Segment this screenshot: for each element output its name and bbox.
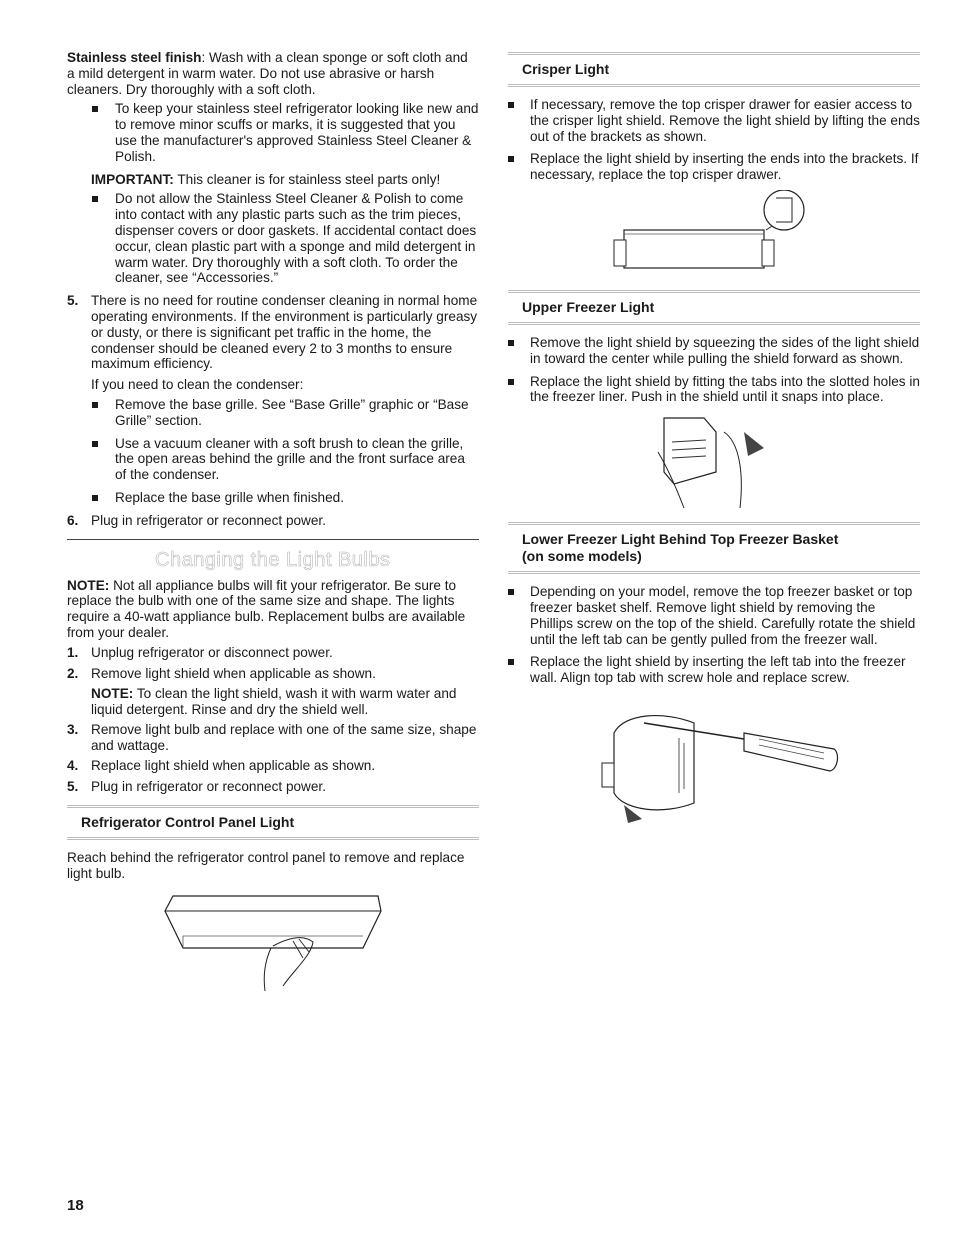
step-number: 1. bbox=[67, 644, 79, 660]
control-panel-text: Reach behind the refrigerator control panel to remove and replace light bulb. bbox=[67, 850, 465, 881]
note-text: To clean the light shield, wash it with warm water and liquid detergent. Rinse and dry the shield well. bbox=[91, 686, 457, 718]
step-text: Remove light shield when applicable as shown. bbox=[91, 665, 376, 681]
list-item: Do not allow the Stainless Steel Cleaner & Polish to come into contact with any plastic parts such as the trim pieces, dispenser covers or door gaskets. If accidental contact does occur, clean plastic part with a sponge and mild detergent in warm water. Dry thoroughly with a soft cloth. To order the cleaner, see “Accessories.” bbox=[67, 191, 479, 286]
arrow-icon bbox=[744, 432, 764, 456]
left-column bbox=[67, 50, 479, 1000]
note-label: NOTE: bbox=[67, 577, 110, 593]
step-5 bbox=[67, 293, 479, 372]
step-text: There is no need for routine condenser cleaning in normal home operating environments. If the environment is particularly greasy or dusty, or there is significant pet traffic in the home, the condenser should be cleaned every 2 to 3 months to ensure maximum efficiency. bbox=[91, 293, 478, 372]
note-label: NOTE: bbox=[91, 686, 134, 702]
step-text: Unplug refrigerator or disconnect power. bbox=[91, 644, 333, 660]
step-3 bbox=[67, 722, 479, 754]
upper-freezer-illustration bbox=[644, 412, 784, 514]
list-item: If necessary, remove the top crisper drawer for easier access to the crisper light shield. Remove the light shield by lifting the ends out of the brackets as shown. bbox=[508, 97, 920, 144]
lower-freezer-illustration bbox=[584, 693, 844, 833]
step-text: Remove light bulb and replace with one of the same size, shape and wattage. bbox=[91, 721, 477, 753]
condenser-bullet-list bbox=[67, 397, 479, 506]
step2-note bbox=[67, 686, 479, 718]
list-item: Use a vacuum cleaner with a soft brush to clean the grille, the open areas behind the grille and the front surface area of the condenser. bbox=[67, 436, 479, 483]
important-label: IMPORTANT: bbox=[91, 171, 174, 187]
lower-freezer-heading-line2: (on some models) bbox=[522, 548, 642, 565]
right-column bbox=[508, 50, 920, 837]
lower-freezer-heading-line1: Lower Freezer Light Behind Top Freezer Basket bbox=[522, 531, 839, 548]
list-item: To keep your stainless steel refrigerator looking like new and to remove minor scuffs or marks, it is suggested that you use the manufacturer's approved Stainless Steel Cleaner & Polish. bbox=[67, 101, 479, 164]
control-panel-illustration bbox=[153, 886, 393, 996]
contact-bullet-list bbox=[67, 191, 479, 286]
note-paragraph bbox=[67, 578, 479, 641]
step-number: 4. bbox=[67, 758, 79, 774]
condenser-intro: If you need to clean the condenser: bbox=[91, 377, 304, 393]
crisper-light-illustration bbox=[604, 190, 824, 282]
list-item: Replace the base grille when finished. bbox=[67, 490, 479, 506]
step-number: 5. bbox=[67, 779, 79, 795]
step-number: 5. bbox=[67, 293, 79, 309]
section-title: Changing the Light Bulbs bbox=[155, 548, 391, 571]
list-item: Replace the light shield by fitting the tabs into the slotted holes in the freezer liner. Push in the shield until it snaps into place. bbox=[508, 374, 920, 406]
list-item: Remove the base grille. See “Base Grille” graphic or “Base Grille” section. bbox=[67, 397, 479, 429]
step-number: 2. bbox=[67, 665, 79, 681]
step-5b bbox=[67, 779, 479, 795]
list-item: Replace the light shield by inserting the left tab into the freezer wall. Align top tab with screw hole and replace screw. bbox=[508, 654, 920, 686]
control-panel-heading: Refrigerator Control Panel Light bbox=[67, 805, 479, 840]
step-1 bbox=[67, 645, 479, 661]
crisper-heading: Crisper Light bbox=[508, 52, 920, 87]
page-number: 18 bbox=[67, 1197, 84, 1214]
list-item: Replace the light shield by inserting the ends into the brackets. If necessary, replace the top crisper drawer. bbox=[508, 151, 920, 183]
step-text: Plug in refrigerator or reconnect power. bbox=[91, 512, 326, 528]
section-divider bbox=[67, 539, 479, 540]
upper-freezer-bullet-list bbox=[508, 335, 920, 405]
important-text: This cleaner is for stainless steel parts only! bbox=[173, 171, 441, 187]
lower-freezer-heading bbox=[508, 522, 920, 574]
step-text: Replace light shield when applicable as shown. bbox=[91, 758, 376, 774]
crisper-bullet-list bbox=[508, 97, 920, 183]
step-4 bbox=[67, 758, 479, 774]
important-paragraph bbox=[91, 172, 479, 188]
stainless-paragraph bbox=[67, 50, 479, 97]
list-item: Depending on your model, remove the top freezer basket or top freezer basket shelf. Remove light shield by removing the Phillips screw on the top of the shield. Carefully rotate the shield until the left tab can be gently pulled from the freezer wall. bbox=[508, 584, 920, 647]
step-6 bbox=[67, 513, 479, 529]
step-number: 6. bbox=[67, 512, 79, 528]
lower-freezer-bullet-list bbox=[508, 584, 920, 686]
step-2 bbox=[67, 666, 479, 682]
step-number: 3. bbox=[67, 721, 79, 737]
note-text: Not all appliance bulbs will fit your refrigerator. Be sure to replace the bulb with one of the same size and shape. The lights require a 40-watt appliance bulb. Replacement bulbs are available from your dealer. bbox=[67, 577, 466, 640]
stainless-text: : Wash with a clean sponge or soft cloth and a mild detergent in warm water. Do not use abrasive or harsh cleaners. Dry thoroughly with a soft cloth. bbox=[67, 50, 468, 97]
stainless-bullet-list bbox=[67, 101, 479, 164]
step-text: Plug in refrigerator or reconnect power. bbox=[91, 779, 326, 795]
upper-freezer-heading: Upper Freezer Light bbox=[508, 290, 920, 325]
list-item: Remove the light shield by squeezing the sides of the light shield in toward the center while pulling the shield forward as shown. bbox=[508, 335, 920, 367]
stainless-title: Stainless steel finish bbox=[67, 50, 202, 65]
